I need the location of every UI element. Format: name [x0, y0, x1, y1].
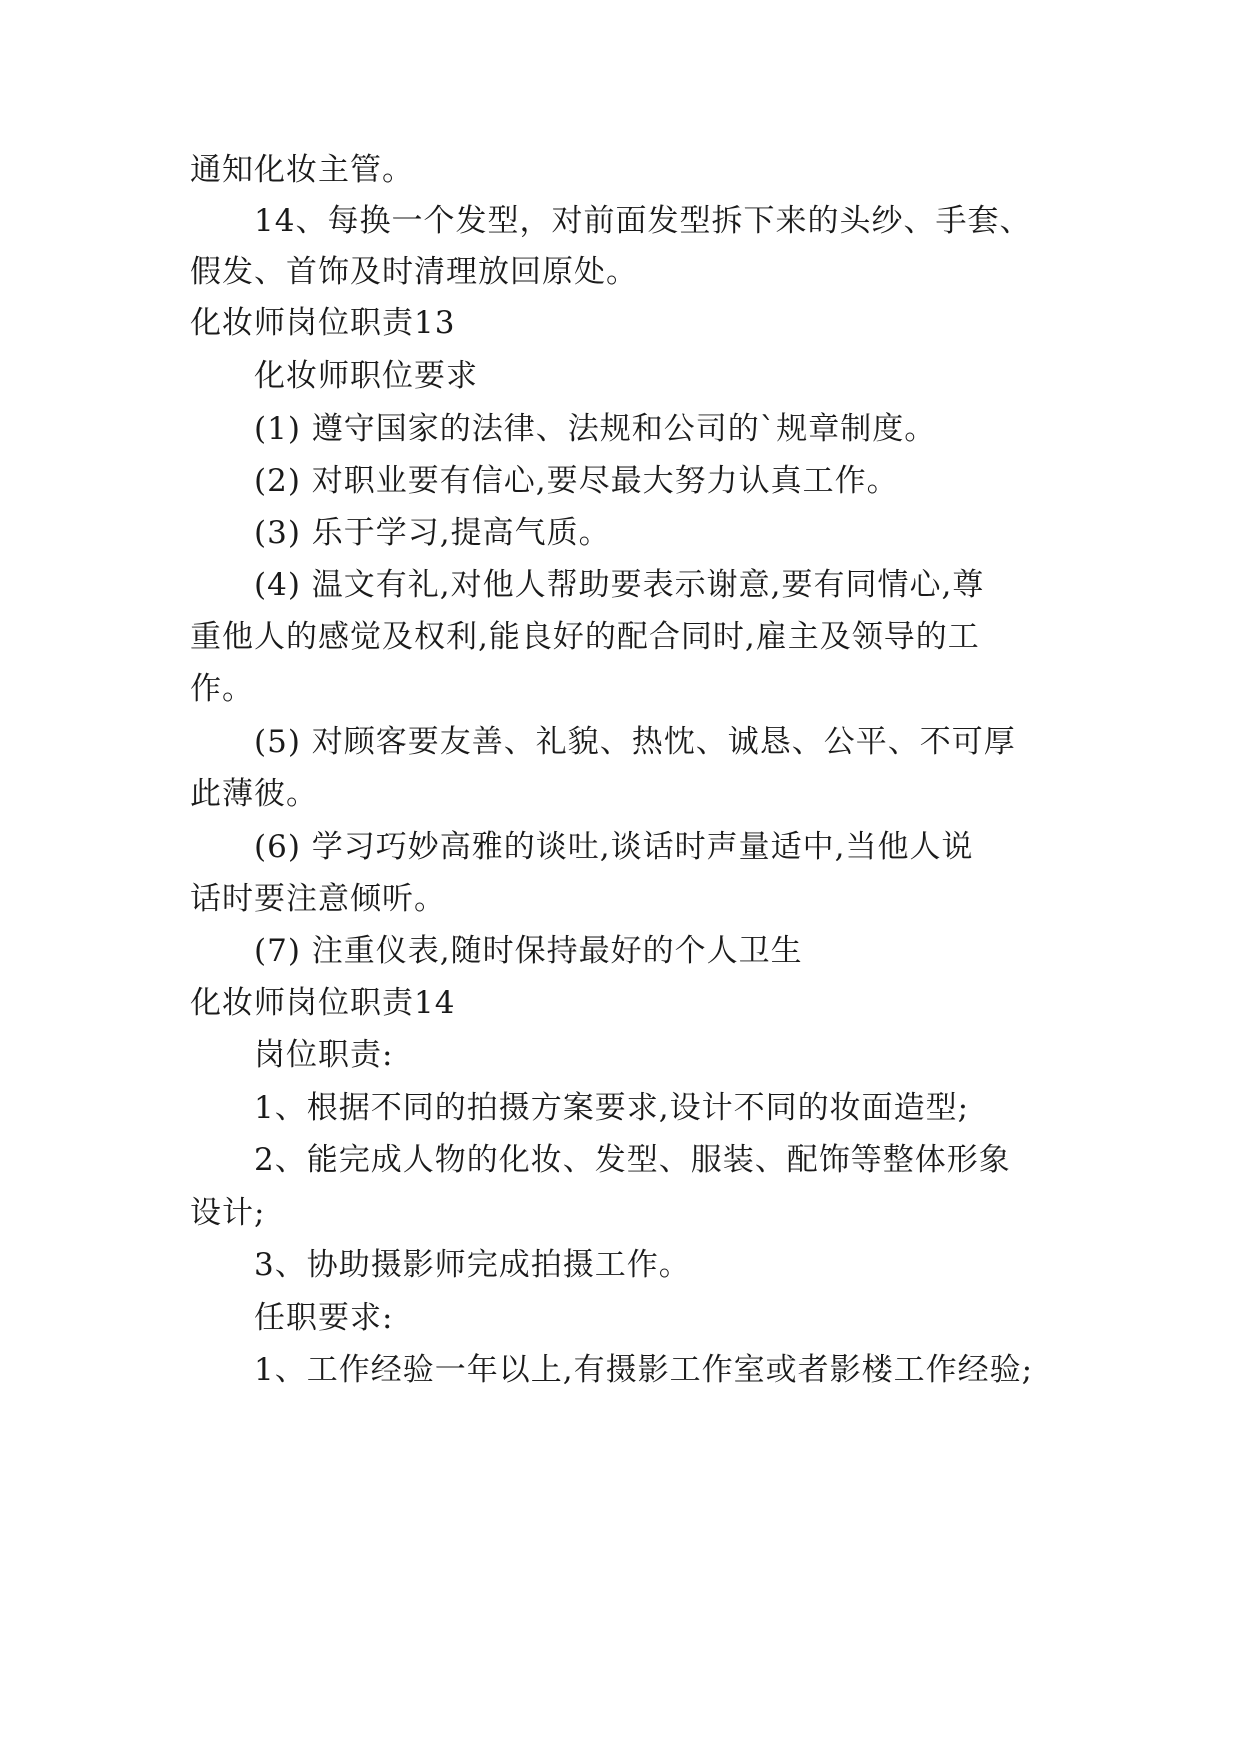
section-heading-13: 化妆师岗位职责13	[190, 305, 456, 341]
list-item-2: (2) 对职业要有信心,要尽最大努力认真工作。	[254, 463, 899, 499]
text-line: 话时要注意倾听。	[190, 881, 446, 917]
list-item-1: (1) 遵守国家的法律、法规和公司的`规章制度。	[254, 411, 937, 447]
subheading: 任职要求:	[254, 1300, 394, 1336]
list-item-7: (7) 注重仪表,随时保持最好的个人卫生	[254, 933, 803, 969]
section-heading-14: 化妆师岗位职责14	[190, 985, 456, 1021]
list-item-3: (3) 乐于学习,提高气质。	[254, 515, 611, 551]
text-line: 作。	[190, 671, 254, 707]
subheading: 化妆师职位要求	[254, 358, 478, 394]
list-item-3: 3、协助摄影师完成拍摄工作。	[254, 1247, 691, 1283]
list-item-14: 14、每换一个发型，对前面发型拆下来的头纱、手套、	[254, 203, 1032, 239]
text-line: 通知化妆主管。	[190, 152, 414, 188]
text-line: 假发、首饰及时清理放回原处。	[190, 254, 638, 290]
list-item-4: (4) 温文有礼,对他人帮助要表示谢意,要有同情心,尊	[254, 567, 985, 603]
text-line: 设计;	[190, 1195, 266, 1231]
list-item-2: 2、能完成人物的化妆、发型、服装、配饰等整体形象	[254, 1142, 1011, 1178]
text-line: 重他人的感觉及权利,能良好的配合同时,雇主及领导的工	[190, 619, 980, 655]
text-line: 此薄彼。	[190, 776, 318, 812]
list-item-5: (5) 对顾客要友善、礼貌、热忱、诚恳、公平、不可厚	[254, 724, 1016, 760]
list-item-1: 1、根据不同的拍摄方案要求,设计不同的妆面造型;	[254, 1090, 970, 1126]
list-item-6: (6) 学习巧妙高雅的谈吐,谈话时声量适中,当他人说	[254, 829, 974, 865]
subheading: 岗位职责:	[254, 1037, 394, 1073]
list-item-1: 1、工作经验一年以上,有摄影工作室或者影楼工作经验;	[254, 1352, 1034, 1388]
